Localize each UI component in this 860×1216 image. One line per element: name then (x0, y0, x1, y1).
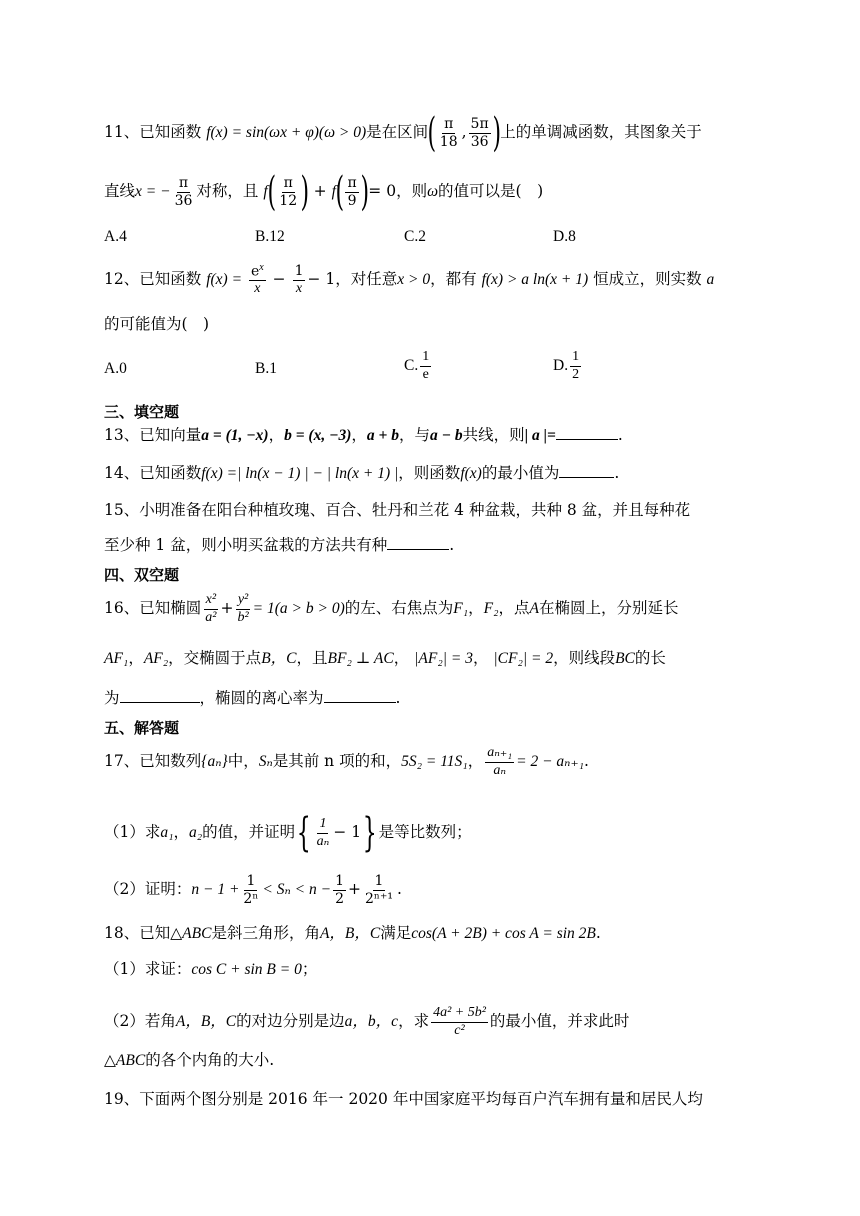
q16-line3: 为 ，椭圆的离心率为 . (104, 689, 401, 707)
q11-option-c: C.2 (404, 228, 426, 245)
q18-part2: （2）若角A，B，C的对边分别是边a，b，c，求 $\frac{\text{4a² + 5b²}}{\text{c²}}$ 的最小值，并求此时 (104, 1005, 630, 1038)
q15-line2: 至少种 1 盆，则小明买盆栽的方法共有种 . (104, 536, 455, 554)
q18-part1: （1）求证：cos C + sin B = 0； (104, 960, 318, 978)
q19-line1: 19、下面两个图分别是 2016 年一 2020 年中国家庭平均每百户汽车拥有量和居民人均 (104, 1090, 703, 1108)
q17-part2: （2）证明：n − 1 + $\frac{1}{\text{2ⁿ}}$ < Sₙ < n − $\frac{1}{2}$ + $\frac{1}{\text{2ⁿ⁺¹}}$ . (104, 873, 402, 907)
q17-line1: 17、已知数列{aₙ}中，Sₙ是其前 n 项的和，5S₂ = 11S₁， $\frac{\text{aₙ₊₁}}{\text{aₙ}}$ = 2 − aₙ₊₁. (104, 745, 589, 778)
q16-line2: AF₁，AF₂，交椭圆于点B，C，且BF₂ ⊥ AC， |AF₂| = 3， |CF₂| = 2，则线段BC的长 (104, 649, 666, 667)
q12-option-c: C. $\frac{1}{e}$ (404, 349, 430, 382)
q12-option-d: D. $\frac{1}{2}$ (553, 349, 580, 382)
q11-option-b: B.12 (255, 228, 285, 245)
q12-line1: 12、已知函数 f(x) = $\frac{e^x}{x}$ − $\frac{1}{x}$ − 1，对任意x > 0，都有 f(x) > a ln(x + 1) 恒成立，则实数 a (104, 262, 715, 297)
q12-option-b: B.1 (255, 360, 277, 377)
section-double-blank: 四、双空题 (104, 566, 180, 584)
q18-line1: 18、已知△ABC是斜三角形，角A，B，C满足cos(A + 2B) + cos A = sin 2B. (104, 924, 601, 942)
q11-option-d: D.8 (553, 228, 576, 245)
q15-line1: 15、小明准备在阳台种植玫瑰、百合、牡丹和兰花 4 种盆栽，共种 8 盆，并且每种花 (104, 501, 691, 519)
q18-part2-cont: △ABC的各个内角的大小. (104, 1051, 275, 1069)
section-solution: 五、解答题 (104, 719, 180, 737)
q12-line2: 的可能值为( ) (104, 315, 210, 333)
q17-part1: （1）求a₁，a₂的值，并证明{ $\frac{1}{\text{aₙ}}$ − 1} 是等比数列； (104, 810, 472, 856)
q11-option-a: A.4 (104, 228, 127, 245)
q11-function: f(x) = sin(ωx + φ)(ω > 0) (206, 124, 367, 141)
q11-line1: 11、已知函数 f(x) = sin(ωx + φ)(ω > 0)是在区间( $\frac{\pi}{18}$ , $\frac{5\pi}{36}$ )上的单调减函数，其图象关于 (104, 110, 702, 156)
q11-line2: 直线x = − $\frac{\pi}{36}$ 对称，且 f( $\frac{\pi}{12}$ ) + f( $\frac{\pi}{9}$ )= 0，则ω的值可以是( ) (104, 169, 544, 215)
section-fill-blank: 三、填空题 (104, 403, 180, 421)
q13-line: 13、已知向量a = (1, −x)，b = (x, −3)，a + b，与a − b共线，则| a |= . (104, 426, 623, 444)
q12-option-a: A.0 (104, 360, 127, 377)
q16-line1: 16、已知椭圆 $\frac{\text{x²}}{\text{a²}}$ + $\frac{\text{y²}}{\text{b²}}$ = 1(a > b > 0)的左、右焦点为F₁，F₂，点A在椭圆上，分别延长 (104, 592, 679, 625)
q14-line: 14、已知函数f(x) =| ln(x − 1) | − | ln(x + 1) |，则函数f(x)的最小值为 . (104, 464, 620, 482)
